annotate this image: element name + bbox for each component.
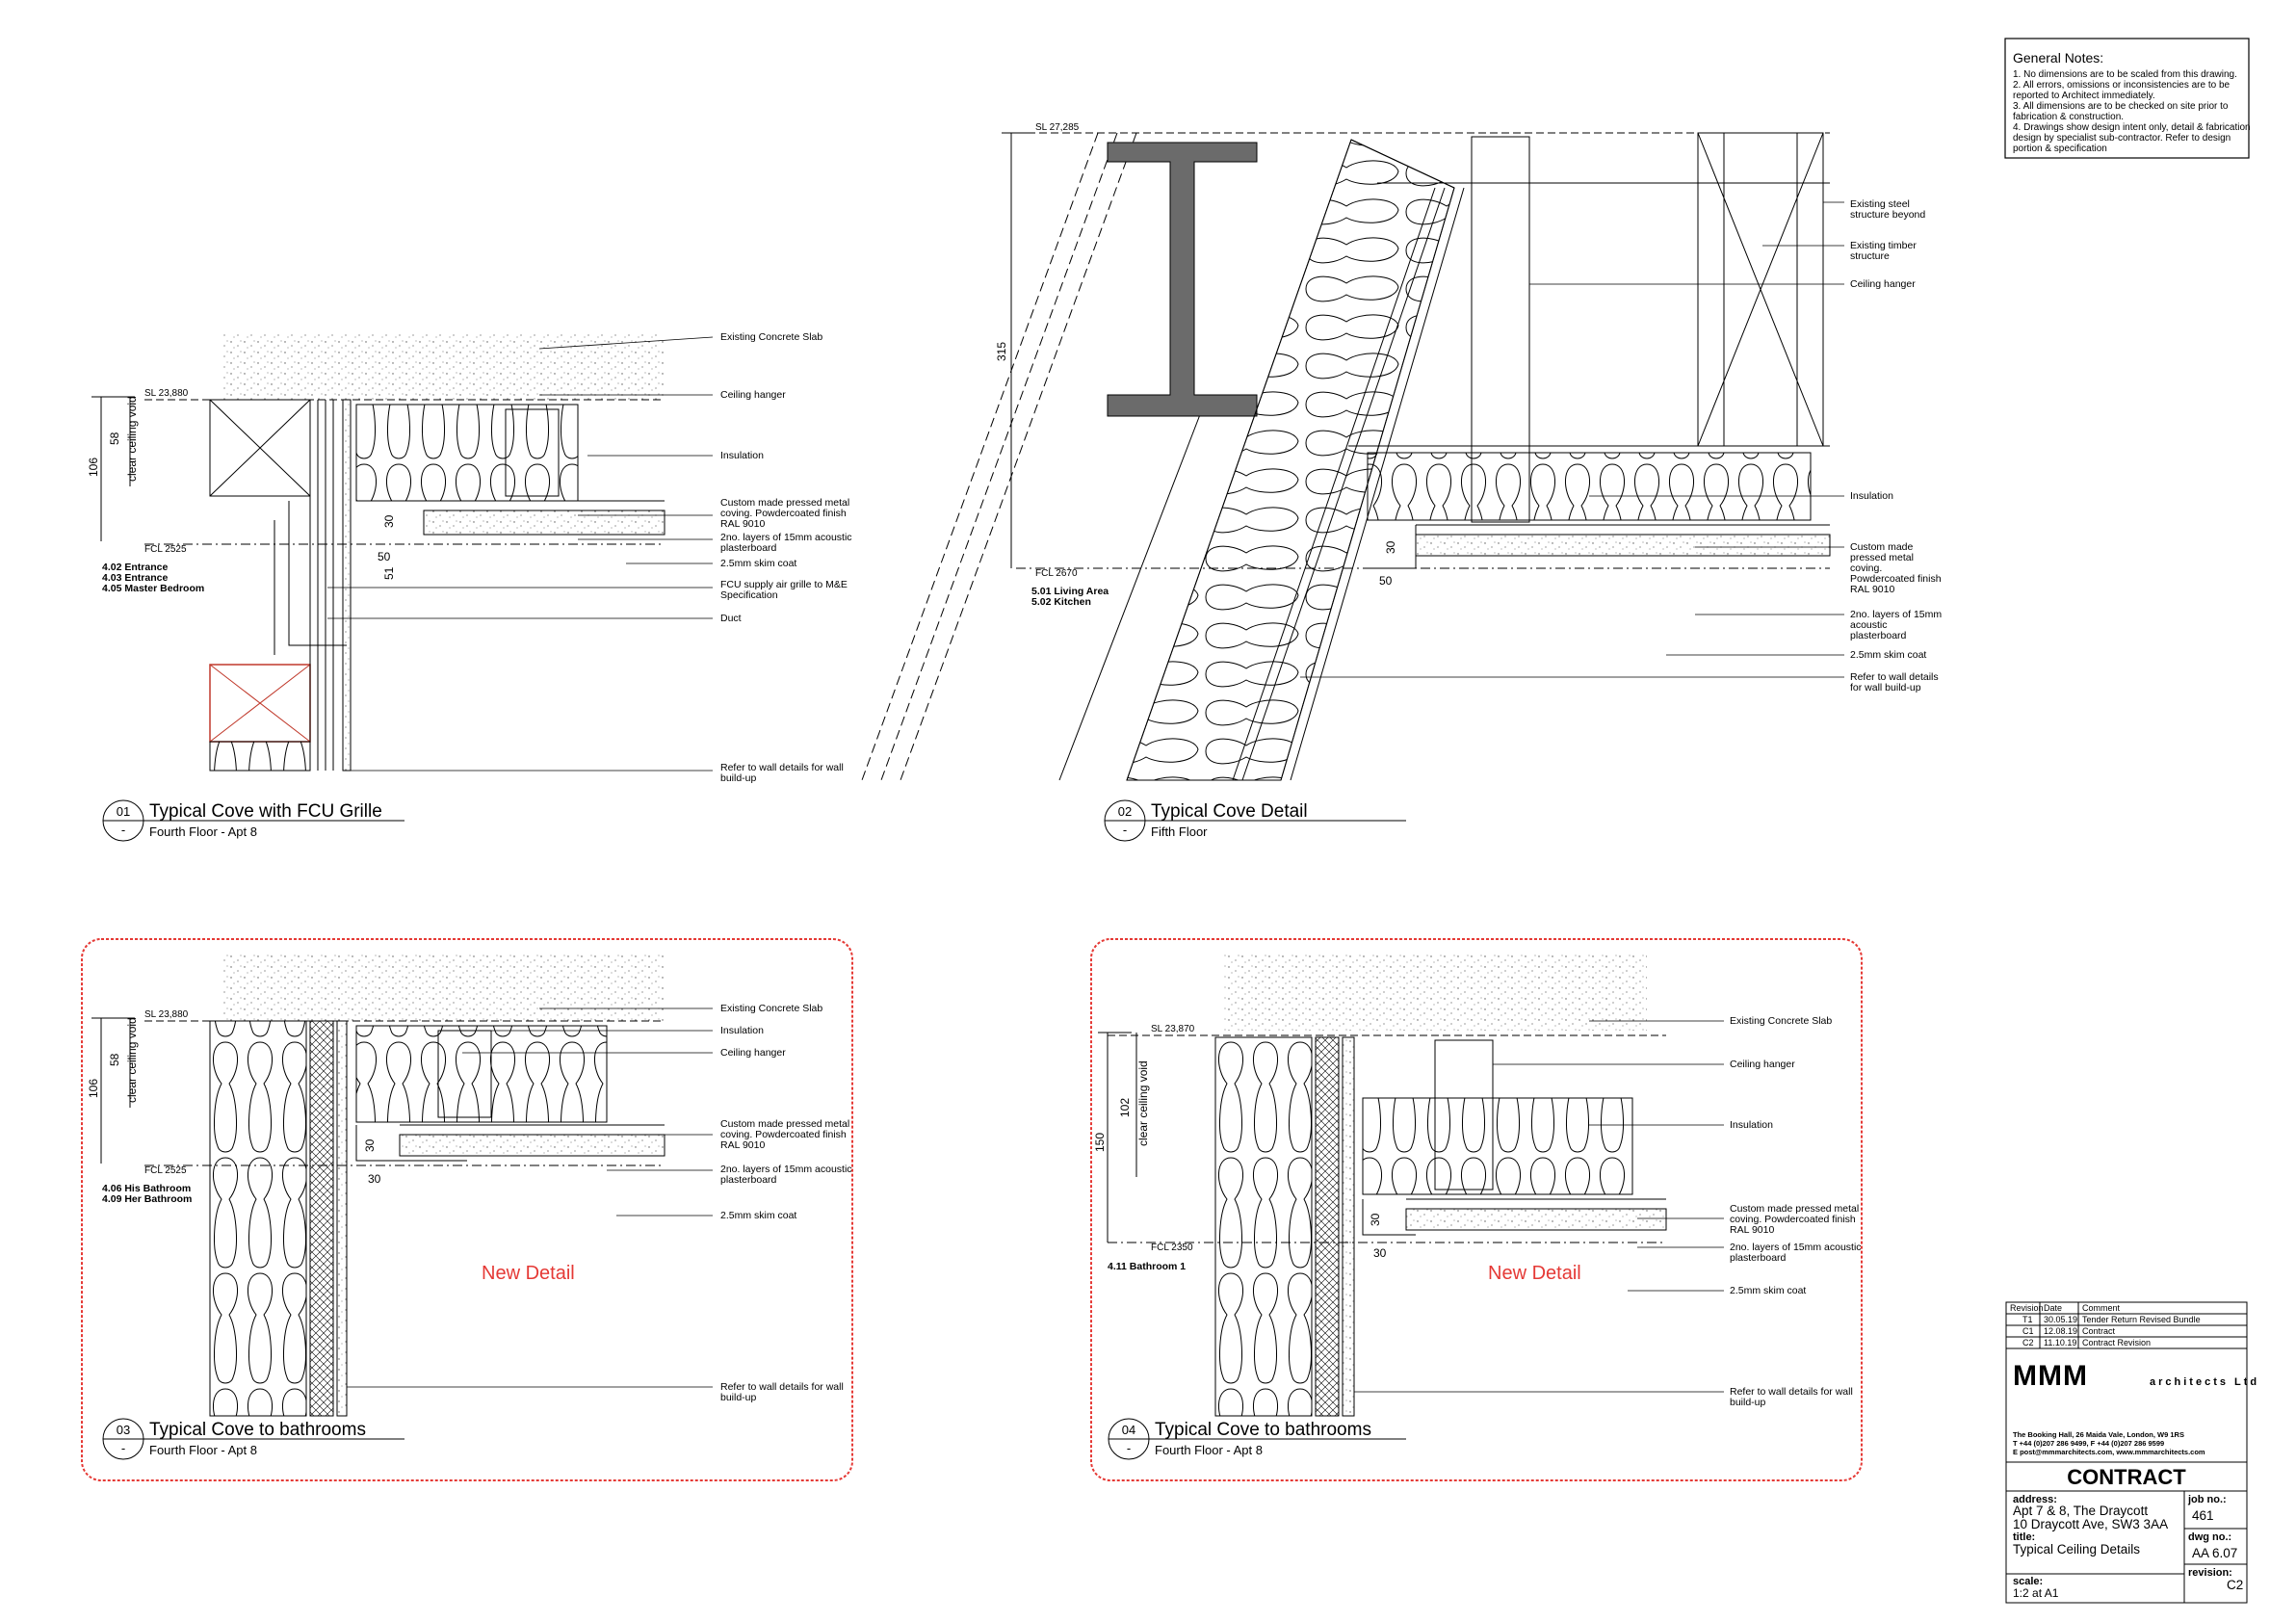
- dimension: 315: [995, 341, 1008, 361]
- annotation: build-up: [1730, 1397, 1766, 1408]
- dimension: 106: [87, 1078, 100, 1098]
- insulation: [1368, 453, 1811, 520]
- new-detail-label: New Detail: [1488, 1263, 1581, 1284]
- room-name: 4.02 Entrance: [102, 562, 169, 573]
- detail-number: 03: [116, 1423, 131, 1437]
- annotation: Ceiling hanger: [1850, 278, 1916, 290]
- annotation: build-up: [720, 772, 757, 784]
- annotation: 2.5mm skim coat: [720, 1210, 797, 1221]
- rev-cell: Contract: [2082, 1326, 2116, 1336]
- level-top: SL 23,880: [144, 1009, 189, 1020]
- annotation: 2no. layers of 15mm acoustic: [720, 532, 852, 543]
- annotation: Refer to wall details for wall: [720, 762, 844, 773]
- annotation: coving. Powdercoated finish: [720, 508, 847, 519]
- annotation: Specification: [720, 589, 778, 601]
- detail-number: 04: [1121, 1423, 1136, 1437]
- dimension-label: clear ceiling void: [1136, 1060, 1150, 1146]
- annotation: FCU supply air grille to M&E: [720, 579, 848, 590]
- level-bottom: FCL 2670: [1035, 568, 1078, 579]
- dwg-value: AA 6.07: [2192, 1546, 2238, 1560]
- dimension: 30: [382, 514, 396, 528]
- dimension: 58: [108, 1053, 121, 1066]
- dimension: 30: [368, 1172, 381, 1186]
- annotation: RAL 9010: [720, 518, 766, 530]
- general-notes-line: 3. All dimensions are to be checked on site prior to: [2013, 101, 2229, 112]
- annotation: 2no. layers of 15mm acoustic: [720, 1164, 852, 1175]
- annotation: Custom made: [1850, 541, 1914, 553]
- firm-logo: MMM: [2013, 1360, 2088, 1392]
- general-notes-line: reported to Architect immediately.: [2013, 91, 2155, 101]
- annotation: Existing Concrete Slab: [720, 331, 823, 343]
- annotation: 2no. layers of 15mm: [1850, 609, 1943, 620]
- concrete-slab: [1223, 954, 1647, 1031]
- detail-sub-number: -: [120, 1441, 126, 1455]
- annotation: Refer to wall details: [1850, 671, 1939, 683]
- annotation: 2no. layers of 15mm acoustic: [1730, 1242, 1862, 1253]
- detail-title: Typical Cove Detail: [1151, 801, 1308, 822]
- level-bottom: FCL 2350: [1151, 1243, 1193, 1253]
- detail-sub-number: -: [120, 823, 126, 837]
- annotation: Existing steel: [1850, 198, 1910, 210]
- annotation: plasterboard: [1850, 630, 1907, 641]
- room-name: 4.06 His Bathroom: [102, 1183, 192, 1194]
- annotation: coving. Powdercoated finish: [720, 1129, 847, 1140]
- firm-address: E post@mmmarchitects.com, www.mmmarchitects.com: [2013, 1448, 2205, 1456]
- scale-label: scale:: [2013, 1576, 2044, 1587]
- rev-header: Revision: [2010, 1303, 2044, 1313]
- rev-cell: Contract Revision: [2082, 1338, 2152, 1347]
- level-bottom: FCL 2525: [144, 1165, 187, 1176]
- detail-number: 02: [1117, 804, 1133, 819]
- annotation: 2.5mm skim coat: [720, 558, 797, 569]
- level-bottom: FCL 2525: [144, 544, 187, 555]
- title-label: title:: [2013, 1531, 2036, 1543]
- room-name: 4.03 Entrance: [102, 572, 169, 584]
- annotation: Refer to wall details for wall: [1730, 1386, 1853, 1398]
- general-notes-line: design by specialist sub-contractor. Refer to design: [2013, 133, 2231, 144]
- wall-insulation: [1215, 1037, 1312, 1416]
- firm-address: T +44 (0)207 286 9499, F +44 (0)207 286 9599: [2013, 1439, 2165, 1448]
- annotation: Insulation: [720, 1025, 764, 1036]
- dimension: 30: [1369, 1213, 1382, 1226]
- insulation: [356, 405, 578, 501]
- dimension: 58: [108, 432, 121, 445]
- detail-04-leaders: [1354, 1021, 1724, 1392]
- detail-subtitle: Fourth Floor - Apt 8: [149, 824, 257, 839]
- detail-title: Typical Cove to bathrooms: [149, 1420, 366, 1440]
- steel-i-beam: [1108, 143, 1257, 416]
- detail-04: [1098, 954, 1666, 1416]
- job-value: 461: [2192, 1508, 2214, 1523]
- dimension-label: clear ceiling void: [125, 396, 139, 482]
- rev-header: Comment: [2082, 1303, 2121, 1313]
- firm-address: The Booking Hall, 26 Maida Vale, London, W9 1RS: [2013, 1430, 2184, 1439]
- annotation: RAL 9010: [1730, 1224, 1775, 1236]
- annotation: Insulation: [720, 450, 764, 461]
- annotation: Insulation: [1850, 490, 1893, 502]
- annotation: 2.5mm skim coat: [1850, 649, 1927, 661]
- general-notes-line: fabrication & construction.: [2013, 112, 2125, 122]
- dwg-label: dwg no.:: [2188, 1531, 2232, 1543]
- rev-cell: C1: [2022, 1326, 2034, 1336]
- annotation: Custom made pressed metal: [1730, 1203, 1860, 1215]
- rev-cell: 11.10.19: [2044, 1338, 2077, 1347]
- annotation: plasterboard: [720, 1174, 777, 1186]
- detail-number: 01: [116, 804, 131, 819]
- detail-01-title: [103, 800, 404, 841]
- dimension: 50: [378, 550, 391, 563]
- annotation: Powdercoated finish: [1850, 573, 1942, 585]
- dimension: 30: [363, 1138, 377, 1152]
- room-name: 4.05 Master Bedroom: [102, 583, 205, 594]
- detail-04-title: [1109, 1419, 1406, 1459]
- detail-title: Typical Cove with FCU Grille: [149, 801, 382, 822]
- concrete-slab: [222, 954, 665, 1021]
- annotation: structure: [1850, 250, 1890, 262]
- level-top: SL 27,285: [1035, 122, 1080, 133]
- annotation: plasterboard: [720, 542, 777, 554]
- room-name: 5.01 Living Area: [1031, 586, 1109, 597]
- revision-label: revision:: [2188, 1567, 2232, 1579]
- annotation: plasterboard: [1730, 1252, 1787, 1264]
- annotation: Ceiling hanger: [1730, 1059, 1795, 1070]
- annotation: coving. Powdercoated finish: [1730, 1214, 1856, 1225]
- annotation: for wall build-up: [1850, 682, 1921, 693]
- dimension: 106: [87, 457, 100, 477]
- annotation: Existing timber: [1850, 240, 1917, 251]
- annotation: Refer to wall details for wall: [720, 1381, 844, 1393]
- annotation: Custom made pressed metal: [720, 1118, 850, 1130]
- rev-cell: T1: [2022, 1315, 2033, 1324]
- dimension-label: clear ceiling void: [125, 1017, 139, 1103]
- general-notes-heading: General Notes:: [2013, 50, 2104, 65]
- room-name: 4.11 Bathroom 1: [1108, 1261, 1187, 1272]
- rev-cell: Tender Return Revised Bundle: [2082, 1315, 2201, 1324]
- address-value: 10 Draycott Ave, SW3 3AA: [2013, 1517, 2169, 1531]
- room-name: 5.02 Kitchen: [1031, 596, 1091, 608]
- detail-02: [862, 133, 1830, 780]
- level-top: SL 23,870: [1151, 1024, 1195, 1034]
- detail-subtitle: Fourth Floor - Apt 8: [149, 1443, 257, 1457]
- dimension: 30: [1384, 540, 1397, 554]
- scale-value: 1:2 at A1: [2013, 1586, 2059, 1600]
- title-block-text: [2010, 1303, 2259, 1600]
- annotation: Duct: [720, 613, 742, 624]
- job-label: job no.:: [2188, 1494, 2227, 1505]
- level-top: SL 23,880: [144, 388, 189, 399]
- annotation: RAL 9010: [1850, 584, 1895, 595]
- detail-02-title: [1105, 800, 1406, 841]
- rev-header: Date: [2044, 1303, 2063, 1313]
- address-value: Apt 7 & 8, The Draycott: [2013, 1504, 2149, 1518]
- revision-value: C2: [2227, 1578, 2244, 1592]
- dimension: 30: [1373, 1246, 1387, 1260]
- title-value: Typical Ceiling Details: [2013, 1542, 2141, 1557]
- concrete-slab: [222, 332, 665, 400]
- annotation: pressed metal: [1850, 552, 1914, 563]
- insulation: [356, 1026, 607, 1122]
- detail-subtitle: Fourth Floor - Apt 8: [1155, 1443, 1263, 1457]
- new-detail-label: New Detail: [482, 1263, 575, 1284]
- general-notes-line: 4. Drawings show design intent only, detail & fabrication: [2013, 122, 2251, 133]
- dimension: 150: [1093, 1132, 1107, 1152]
- annotation: structure beyond: [1850, 209, 1926, 221]
- annotation: acoustic: [1850, 619, 1888, 631]
- detail-sub-number: -: [1122, 823, 1128, 837]
- annotation: Existing Concrete Slab: [720, 1003, 823, 1014]
- address-label: address:: [2013, 1494, 2057, 1505]
- general-notes-line: 2. All errors, omissions or inconsistencies are to be: [2013, 80, 2231, 91]
- rev-cell: 30.05.19: [2044, 1315, 2078, 1324]
- detail-subtitle: Fifth Floor: [1151, 824, 1208, 839]
- rev-cell: 12.08.19: [2044, 1326, 2078, 1336]
- insulation: [1363, 1098, 1632, 1194]
- room-name: 4.09 Her Bathroom: [102, 1193, 193, 1205]
- dimension: 51: [382, 566, 396, 580]
- dimension: 50: [1379, 574, 1393, 588]
- annotation: Custom made pressed metal: [720, 497, 850, 509]
- annotation: Ceiling hanger: [720, 1047, 786, 1059]
- wall-insulation: [210, 1021, 306, 1416]
- annotation: coving.: [1850, 562, 1883, 574]
- annotation: Ceiling hanger: [720, 389, 786, 401]
- detail-sub-number: -: [1126, 1441, 1132, 1455]
- status-label: CONTRACT: [2067, 1465, 2186, 1489]
- dimension: 102: [1118, 1097, 1132, 1117]
- detail-03-title: [103, 1419, 404, 1459]
- rev-cell: C2: [2022, 1338, 2034, 1347]
- general-notes-line: portion & specification: [2013, 144, 2107, 154]
- firm-sub: architects Ltd: [2150, 1376, 2260, 1388]
- annotation: RAL 9010: [720, 1139, 766, 1151]
- annotation: Insulation: [1730, 1119, 1773, 1131]
- annotation: Existing Concrete Slab: [1730, 1015, 1833, 1027]
- detail-title: Typical Cove to bathrooms: [1155, 1420, 1371, 1440]
- annotation: 2.5mm skim coat: [1730, 1285, 1807, 1296]
- general-notes: [2005, 39, 2251, 158]
- general-notes-line: 1. No dimensions are to be scaled from this drawing.: [2013, 69, 2237, 80]
- annotation: build-up: [720, 1392, 757, 1403]
